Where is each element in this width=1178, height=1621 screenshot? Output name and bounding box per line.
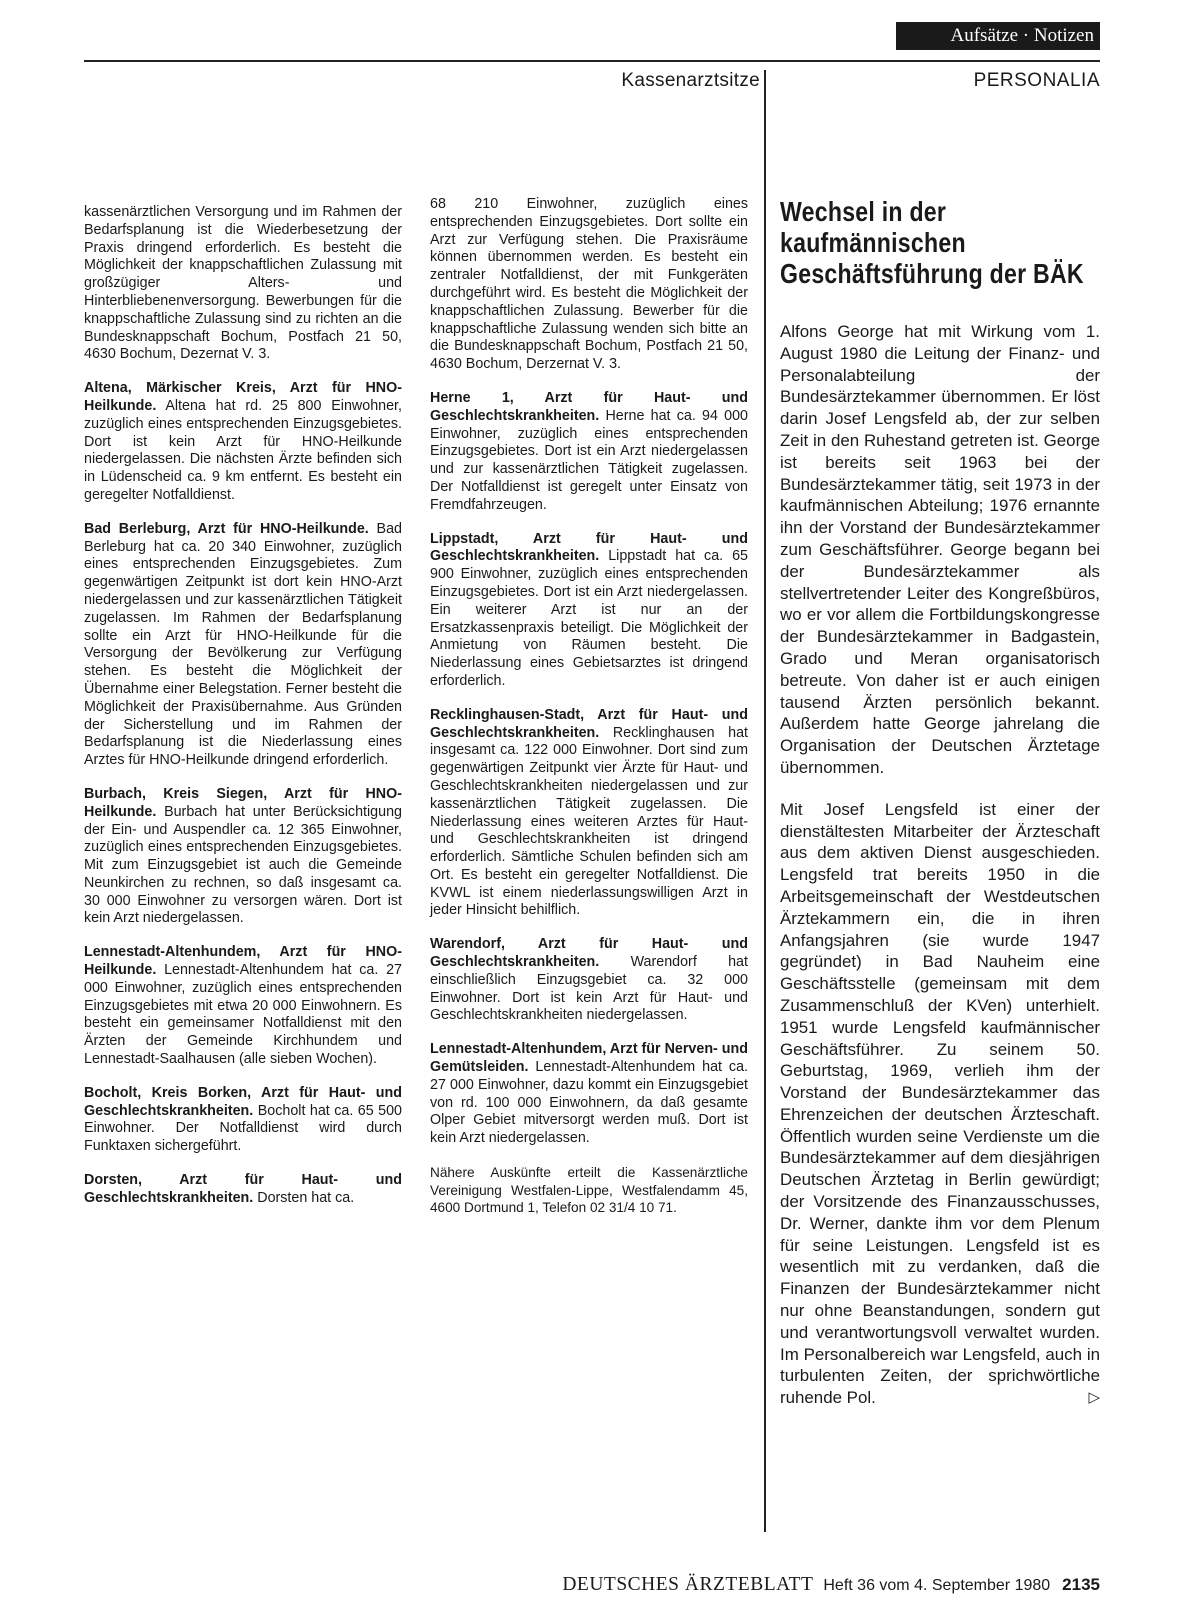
entry-text: Bad Berleburg hat ca. 20 340 Einwohner, zuzüglich eines entsprechenden Einzugsgebietes. Zum gegenwärtigen Zeitpunkt ist dort kein HNO-Arzt niedergelassen und zur kassenärztlichen Tätigkeit zugelassen. Im Rahmen der Bedarfsplanung sollte ein Arzt für HNO-Heilkunde für die Versorgung der Bevölkerung zur Verfügung stehen. Es besteht die Möglichkeit der Übernahme einer Belegstation. Ferner besteht die Möglichkeit der Praxisübernahme. Aus Gründen der Sicherstellung und im Rahmen der Bedarfsplanung ist die Niederlassung eines Arztes für HNO-Heilkunde dringend erforderlich. bbox=[84, 520, 402, 769]
magazine-name: DEUTSCHES ÄRZTEBLATT bbox=[562, 1574, 814, 1595]
paragraph: 68 210 Einwohner, zuzüglich eines entsprechenden Einzugsgebietes. Dort sollte ein Arzt zur Verfügung stehen. Die Praxisräume können übernommen werden. Es besteht ein zentraler Notfalldienst, der mit Funkgeräten durchgeführt wird. Es besteht die Möglichkeit der knappschaftlichen Zulassung. Bewerber für die knappschaftliche Zulassung wenden sich bitte an die Bundesknappschaft Bochum, Postfach 21 50, 4630 Bochum, Derzernat V. 3. bbox=[430, 196, 748, 373]
entry-heading: Altena, Märkischer Kreis, Arzt für HNO-Heilkunde. bbox=[84, 380, 402, 414]
column-left bbox=[84, 204, 402, 1224]
section-label-right: PERSONALIA bbox=[973, 70, 1100, 91]
entry-text: Lennestadt-Altenhundem hat ca. 27 000 Einwohner, zuzüglich eines entsprechenden Einzugsgebietes mit etwa 20 000 Einwohnern. Es besteht ein gemeinsamer Notfalldienst mit den Ärzten der Gemeinde Kirchhundem und Lennestadt-Saalhausen (alle sieben Wochen). bbox=[84, 962, 402, 1068]
listing-entry bbox=[84, 944, 402, 1069]
entry-text: Lennestadt-Altenhundem hat ca. 27 000 Einwohner, dazu kommt ein Einzugsgebiet von rd. 100 000 Einwohnern, da daß gesamte Olper Gebiet mitversorgt werden muß. Dort ist kein Arzt niedergelassen. bbox=[430, 1059, 748, 1147]
page-footer bbox=[420, 1574, 1100, 1596]
listing-entry bbox=[430, 531, 748, 691]
entry-heading: Lennestadt-Altenhundem, Arzt für Nerven- und Gemütsleiden. bbox=[430, 1041, 748, 1076]
listing-entry bbox=[84, 521, 402, 770]
entry-text: Herne hat ca. 94 000 Einwohner, zuzüglich eines entsprechenden Einzugsgebietes. Dort ist ein Arzt niedergelassen und zur kassenärztlichen Tätigkeit zugelassen. Der Notfalldienst ist geregelt unter Einsatz von Fremdfahrzeugen. bbox=[430, 407, 748, 513]
continue-arrow-icon: ▷ bbox=[1088, 1389, 1100, 1407]
page-number: 2135 bbox=[1062, 1575, 1100, 1594]
entry-heading: Bocholt, Kreis Borken, Arzt für Haut- und Geschlechtskrankheiten. bbox=[84, 1084, 402, 1119]
listing-entry bbox=[430, 707, 748, 921]
entry-heading: Dorsten, Arzt für Haut- und Geschlechtskrankheiten. bbox=[84, 1172, 402, 1206]
listing-entry bbox=[430, 1041, 748, 1148]
article-paragraph bbox=[780, 799, 1100, 1409]
entry-text: Bocholt hat ca. 65 500 Einwohner. Der Notfalldienst wird durch Funktaxen sichergeführt. bbox=[84, 1102, 402, 1155]
issue-info: Heft 36 vom 4. September 1980 bbox=[823, 1577, 1051, 1594]
section-tag-text: Aufsätze · Notizen bbox=[950, 25, 1094, 46]
entry-text: Warendorf hat einschließlich Einzugsgebiet ca. 32 000 Einwohner. Dort ist kein Arzt für Haut- und Geschlechtskrankheiten niedergelassen. bbox=[430, 954, 748, 1024]
listing-entry bbox=[430, 936, 748, 1025]
entry-heading: Lennestadt-Altenhundem, Arzt für HNO-Heilkunde. bbox=[84, 944, 402, 979]
listing-entry bbox=[84, 1172, 402, 1208]
entry-heading: Bad Berleburg, Arzt für HNO-Heilkunde. bbox=[84, 520, 369, 537]
column-divider bbox=[764, 70, 766, 1532]
listing-entry bbox=[84, 380, 402, 505]
top-rule bbox=[84, 60, 1100, 62]
column-personalia bbox=[780, 196, 1100, 1429]
entry-heading: Lippstadt, Arzt für Haut- und Geschlechtskrankheiten. bbox=[430, 530, 748, 565]
entry-text: Recklinghausen hat insgesamt ca. 122 000 Einwohner. Dort sind zum gegenwärtigen Zeitpunkt vier Ärzte für Haut- und Geschlechtskrankheiten niedergelassen und zur kassenärztlichen Tätigkeit zugelassen. Die Niederlassung eines weiteren Arztes für Haut- und Geschlechtskrankheiten ist dringend erforderlich. Sämtliche Schulen befinden sich am Ort. Es besteht ein geregelter Notfalldienst. Die KVWL ist einem niederlassungswilligen Arzt in jeder Hinsicht behilflich. bbox=[430, 724, 748, 919]
entry-heading: Warendorf, Arzt für Haut- und Geschlechtskrankheiten. bbox=[430, 936, 748, 971]
article-text: Mit Josef Lengsfeld ist einer der dienstältesten Mitarbeiter der Ärzteschaft aus dem aktiven Dienst ausgeschieden. Lengsfeld trat bereits 1950 in die Arbeitsgemeinschaft der Westdeutschen Ärztekammern ein, die in ihren Anfangsjahren (sie wurde 1947 gegründet) in Bad Nauheim eine Geschäftsstelle (gemeinsam mit dem Zusammenschluß der KVen) unterhielt. 1951 wurde Lengsfeld kaufmännischer Geschäftsführer. Zu seinem 50. Geburtstag, 1969, verlieh ihm der Vorstand der Bundesärztekammer das Ehrenzeichen der deutschen Ärzteschaft. Öffentlich wurden seine Verdienste um die Bundesärztekammer auf dem diesjährigen Deutschen Ärztetag in Berlin gewürdigt; der Vorsitzende des Finanzausschusses, Dr. Werner, dankte ihm vor dem Plenum für seine Leistungen. Lengsfeld ist es wesentlich mit zu verdanken, daß die Finanzen der Bundesärztekammer nicht nur ohne Beanstandungen, sondern gut und verantwortungsvoll verwaltet wurden. Im Personalbereich war Lengsfeld, auch in turbulenten Zeiten, der sprichwörtliche ruhende Pol. bbox=[780, 799, 1100, 1408]
entry-text: Altena hat rd. 25 800 Einwohner, zuzüglich eines entsprechenden Einzugsgebietes. Dort ist kein Arzt für HNO-Heilkunde niedergelassen. Die nächsten Ärzte befinden sich in Lüdenscheid ca. 9 km entfernt. Es besteht ein geregelter Notfalldienst. bbox=[84, 397, 402, 503]
listing-entry bbox=[430, 390, 748, 515]
entry-text: Dorsten hat ca. bbox=[253, 1189, 355, 1206]
entry-heading: Burbach, Kreis Siegen, Arzt für HNO-Heilkunde. bbox=[84, 785, 402, 820]
entry-text: Burbach hat unter Berücksichtigung der Ein- und Auspendler ca. 12 365 Einwohner, zuzüglich eines entsprechenden Einzugsgebietes. Mit zum Einzugsgebiet ist auch die Gemeinde Neunkirchen zu rechnen, so daß insgesamt ca. 30 000 Einwohner zu versorgen wären. Dort ist kein Arzt niedergelassen. bbox=[84, 803, 402, 927]
entry-heading: Recklinghausen-Stadt, Arzt für Haut- und Geschlechtskrankheiten. bbox=[430, 706, 748, 741]
article-headline: Wechsel in der kaufmännischen Geschäftsführung der BÄK bbox=[780, 196, 1084, 289]
section-tag bbox=[896, 22, 1100, 50]
article-paragraph: Alfons George hat mit Wirkung vom 1. August 1980 die Leitung der Finanz- und Personalabteilung der Bundesärztekammer übernommen. Er löst darin Josef Lengsfeld ab, der zur selben Zeit in den Ruhestand getreten ist. George ist bereits seit 1963 bei der Bundesärztekammer tätig, seit 1973 in der kaufmännischen Abteilung; 1976 ernannte ihn der Vorstand der Bundesärztekammer zum Geschäftsführer. George begann bei der Bundesärztekammer als stellvertretender Leiter des Kongreßbüros, wo er vor allem die Fortbildungskongresse der Bundesärztekammer in Badgastein, Grado und Meran organisatorisch betreute. Von daher ist er auch einigen tausend Ärzten persönlich bekannt. Außerdem hatte George jahrelang die Organisation der Deutschen Ärztetage übernommen. bbox=[780, 322, 1100, 777]
contact-note: Nähere Auskünfte erteilt die Kassenärztliche Vereinigung Westfalen-Lippe, Westfalendamm 45, 4600 Dortmund 1, Telefon 02 31/4 10 71. bbox=[430, 1165, 748, 1216]
section-label-left: Kassenarztsitze bbox=[621, 70, 760, 91]
listing-entry bbox=[84, 786, 402, 928]
column-middle bbox=[430, 196, 748, 1233]
paragraph: kassenärztlichen Versorgung und im Rahmen der Bedarfsplanung ist die Wiederbesetzung der Praxis dringend erforderlich. Es besteht die Möglichkeit der knappschaftlichen Zulassung mit großzügiger Alters- und Hinterbliebenenversorgung. Bewerbungen für die knappschaftliche Zulassung sind zu richten an die Bundesknappschaft Bochum, Postfach 21 50, 4630 Bochum, Dezernat V. 3. bbox=[84, 204, 402, 363]
entry-heading: Herne 1, Arzt für Haut- und Geschlechtskrankheiten. bbox=[430, 389, 748, 424]
listing-entry bbox=[84, 1085, 402, 1156]
entry-text: Lippstadt hat ca. 65 900 Einwohner, zuzüglich eines entsprechenden Einzugsgebietes. Dort ist ein Arzt niedergelassen. Ein weiterer Arzt ist nur an der Ersatzkassenpraxis beteiligt. Die Möglichkeit der Anmietung von Räumen besteht. Die Niederlassung eines Gebietsarztes ist dringend erforderlich. bbox=[430, 548, 748, 689]
